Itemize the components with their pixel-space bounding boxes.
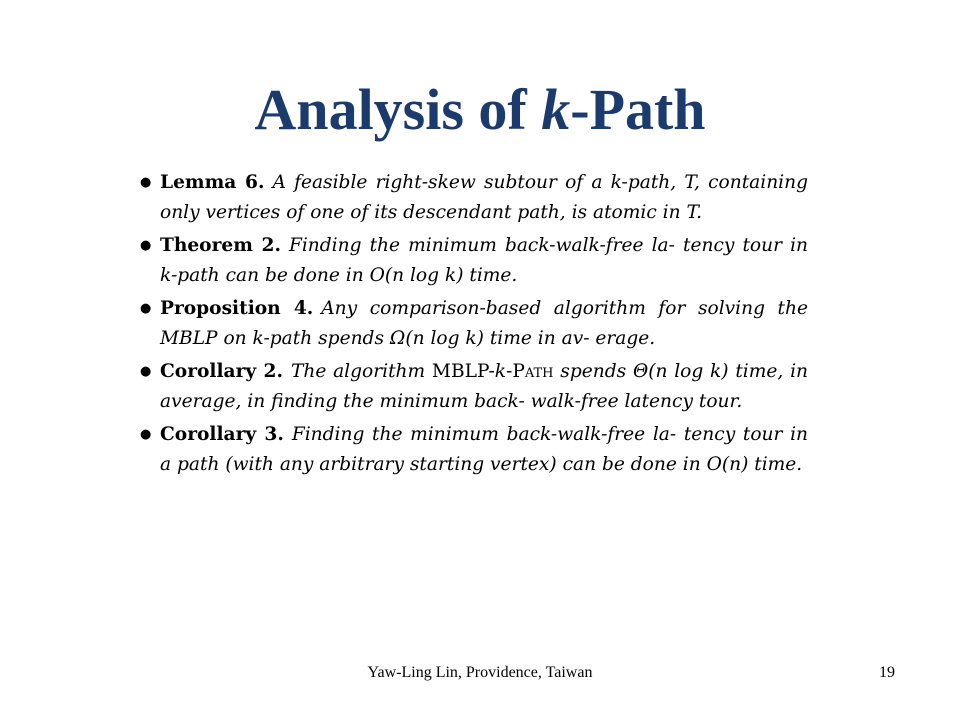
bullet-icon: ●: [140, 238, 152, 253]
list-item-proposition-4: [140, 294, 808, 354]
item-label: Lemma 6.: [160, 172, 265, 193]
item-text: Finding the minimum back-walk-free la- tency tour in a path (with any arbitrary starting vertex) can be done in O(n) time.: [160, 424, 808, 475]
item-label: Theorem 2.: [160, 235, 281, 256]
bullet-icon: ●: [140, 301, 152, 316]
list-item-lemma-6: [140, 168, 808, 228]
item-text: Finding the minimum back-walk-free la- tency tour in k-path can be done in O(n log k) time.: [160, 235, 808, 286]
list-item-theorem-2: [140, 231, 808, 291]
slide-title-suffix: -Path: [570, 77, 706, 142]
bullet-icon: ●: [140, 427, 152, 442]
result-list: [140, 168, 808, 483]
footer-author: Yaw-Ling Lin, Providence, Taiwan: [367, 664, 593, 681]
item-label: Corollary 3.: [160, 424, 284, 445]
slide-title-variable: k: [541, 77, 571, 142]
item-label: Corollary 2.: [160, 361, 283, 382]
algorithm-name-a: MBLP-: [431, 361, 495, 382]
item-text: A feasible right-skew subtour of a k-path, T, containing only vertices of one of its descendant path, is atomic in T.: [160, 172, 809, 223]
item-text: Any comparison-based algorithm for solving the MBLP on k-path spends Ω(n log k) time in av- erage.: [160, 298, 808, 349]
algorithm-name-k: k: [494, 361, 507, 382]
slide-title-prefix: Analysis of: [254, 77, 542, 142]
list-item-corollary-3: [140, 420, 808, 480]
item-label: Proposition 4.: [160, 298, 314, 319]
bullet-icon: ●: [140, 175, 152, 190]
page-number: 19: [879, 664, 895, 681]
slide-title: [0, 74, 960, 146]
item-text-before: The algorithm: [290, 361, 432, 382]
list-item-corollary-2: [140, 357, 808, 417]
bullet-icon: ●: [140, 364, 152, 379]
algorithm-name-b: -Path: [506, 361, 554, 382]
item-text-after: spends Θ(n log k) time, in average, in finding the minimum back- walk-free latency tour.: [160, 361, 808, 412]
